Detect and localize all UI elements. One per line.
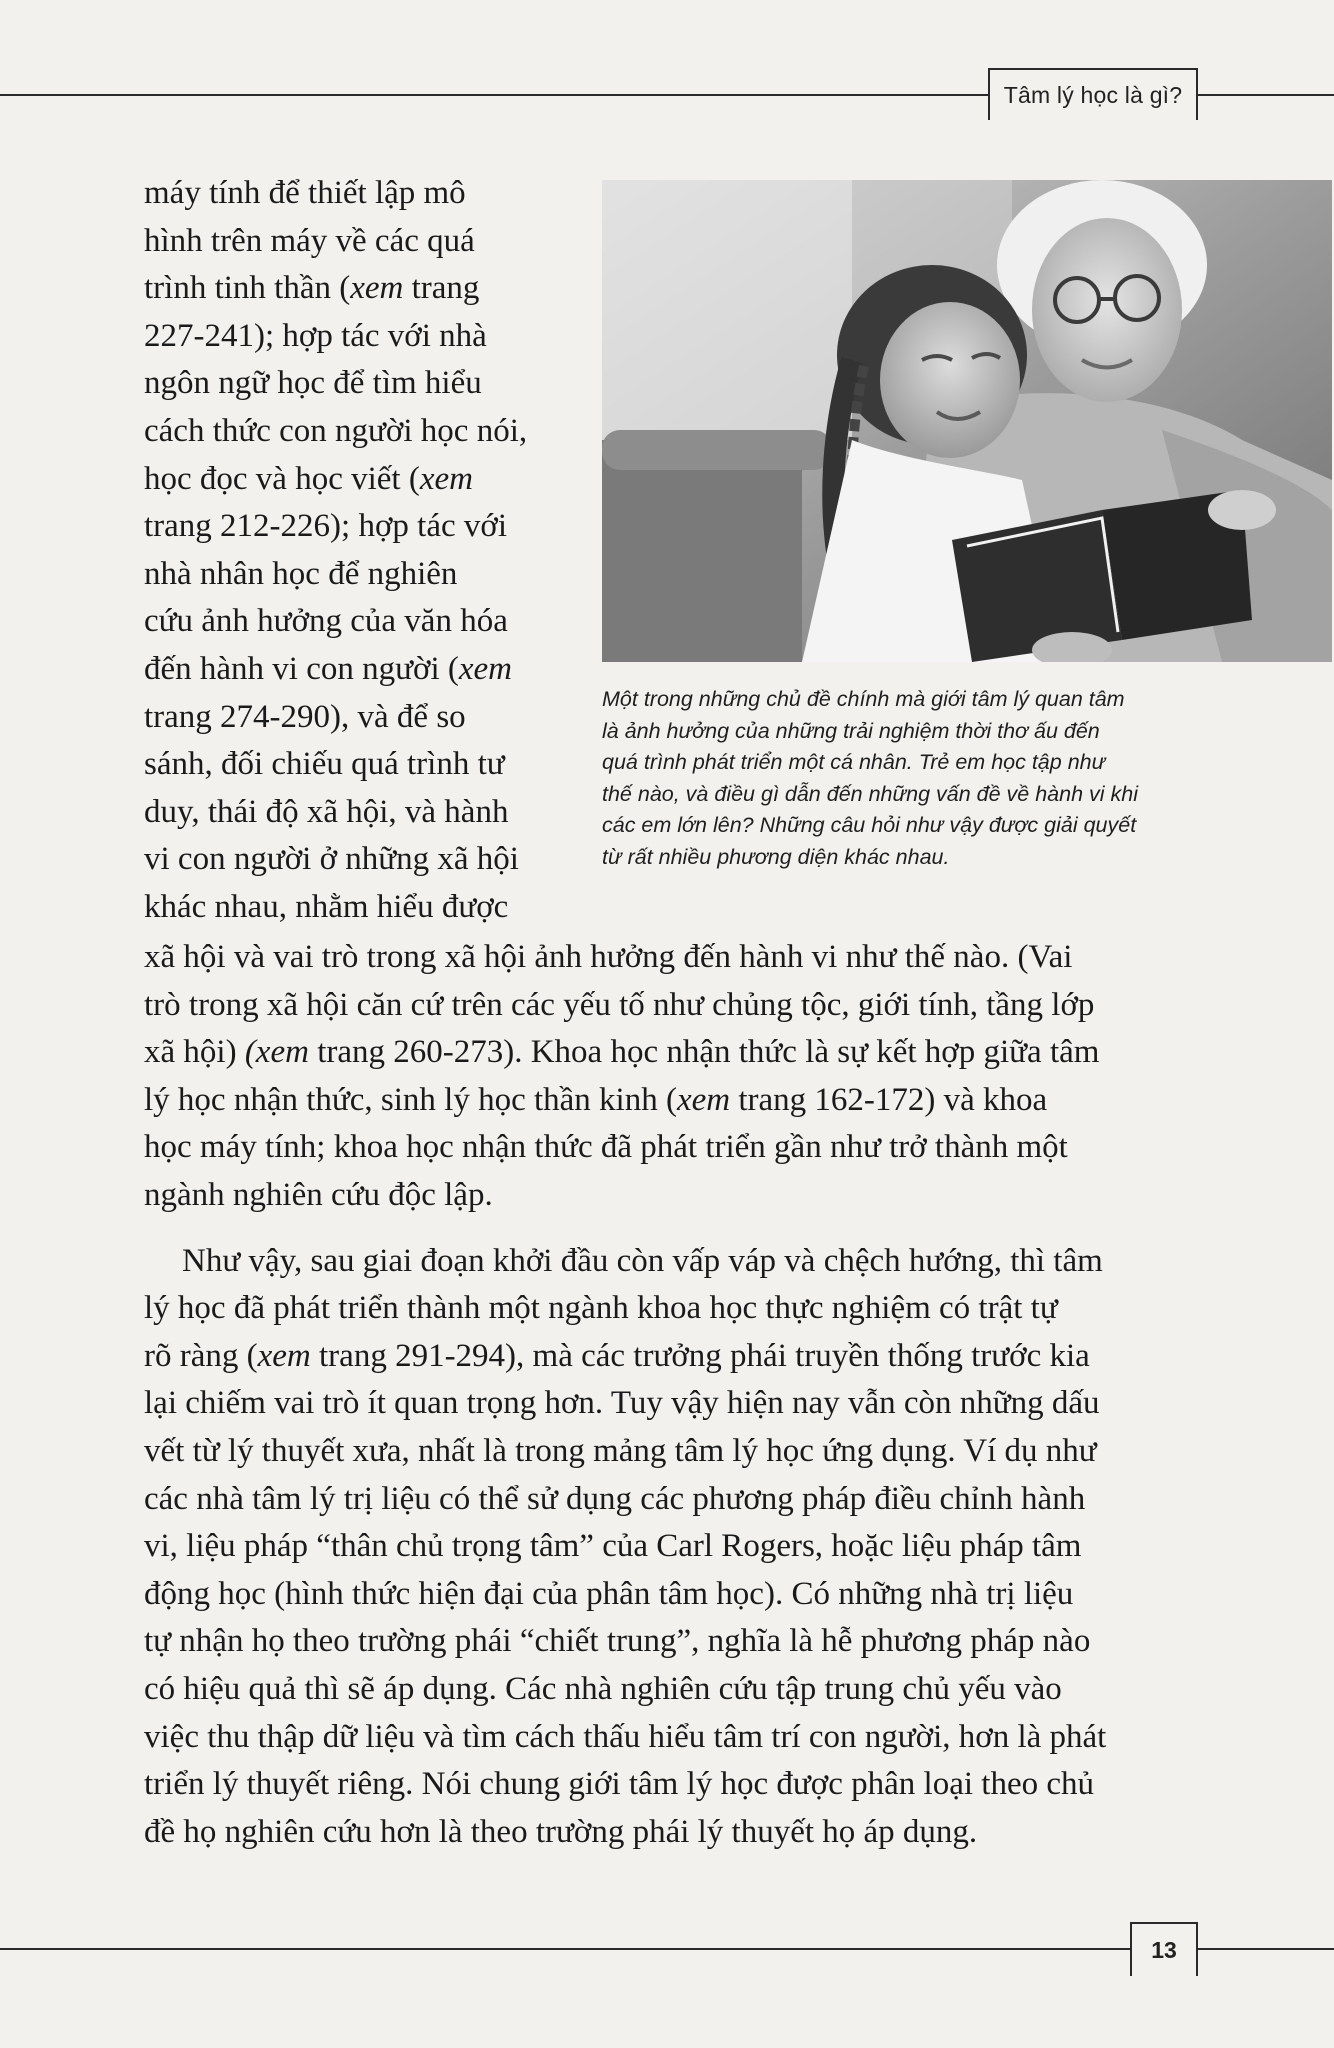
text-line: sánh, đối chiếu quá trình tư: [144, 746, 505, 783]
text-line: máy tính để thiết lập mô: [144, 175, 466, 211]
text-line: rõ ràng (xem trang 291-294), mà các trưởng phái truyền thống trước kia: [144, 1337, 1090, 1374]
photo-illustration: [602, 180, 1332, 662]
text-line: có hiệu quả thì sẽ áp dụng. Các nhà nghiên cứu tập trung chủ yếu vào: [144, 1670, 1062, 1707]
running-title: Tâm lý học là gì?: [988, 68, 1198, 120]
text-line: 227-241); hợp tác với nhà: [144, 317, 487, 354]
grandmother-child-reading-photo: [602, 180, 1332, 662]
text-line: trang 274-290), và để so: [144, 698, 466, 735]
text-line: đến hành vi con người (xem: [144, 650, 512, 687]
text-line: triển lý thuyết riêng. Nói chung giới tâm lý học được phân loại theo chủ: [144, 1766, 1094, 1803]
text-line: hình trên máy về các quá: [144, 222, 475, 259]
text-line: lý học đã phát triển thành một ngành khoa học thực nghiệm có trật tự: [144, 1290, 1058, 1327]
text-line: ngôn ngữ học để tìm hiểu: [144, 365, 482, 402]
text-line: xã hội và vai trò trong xã hội ảnh hưởng đến hành vi như thế nào. (Vai: [144, 939, 1073, 975]
text-line: trình tinh thần (xem trang: [144, 270, 480, 307]
caption-line: quá trình phát triển một cá nhân. Trẻ em học tập như: [602, 750, 1106, 774]
text-line: học đọc và học viết (xem: [144, 460, 473, 497]
paragraph-gap: [144, 1220, 1184, 1238]
text-line: ngành nghiên cứu độc lập.: [144, 1176, 493, 1213]
text-line: xã hội) (xem trang 260-273). Khoa học nhận thức là sự kết hợp giữa tâm: [144, 1034, 1100, 1071]
text-line: khác nhau, nhằm hiểu được: [144, 888, 509, 925]
body-text-full-width: [144, 934, 1184, 1856]
text-line: động học (hình thức hiện đại của phân tâm học). Có những nhà trị liệu: [144, 1575, 1074, 1612]
xem-italic: (xem: [244, 1034, 309, 1071]
text-line: nhà nhân học để nghiên: [144, 555, 458, 592]
text-line: duy, thái độ xã hội, và hành: [144, 793, 509, 830]
photo-caption: [602, 684, 1302, 873]
caption-line: Một trong những chủ đề chính mà giới tâm lý quan tâm: [602, 687, 1125, 711]
text-line: cách thức con người học nói,: [144, 412, 528, 449]
text-line: trò trong xã hội căn cứ trên các yếu tố như chủng tộc, giới tính, tầng lớp: [144, 986, 1095, 1023]
text-line: học máy tính; khoa học nhận thức đã phát triển gần như trở thành một: [144, 1129, 1068, 1166]
caption-line: các em lớn lên? Những câu hỏi như vậy được giải quyết: [602, 813, 1137, 837]
xem-italic: xem: [419, 460, 473, 497]
text-line: vết từ lý thuyết xưa, nhất là trong mảng tâm lý học ứng dụng. Ví dụ như: [144, 1432, 1097, 1469]
text-line: việc thu thập dữ liệu và tìm cách thấu hiểu tâm trí con người, hơn là phát: [144, 1718, 1107, 1755]
body-text-narrow-column: [144, 170, 574, 932]
text-line: trang 212-226); hợp tác với: [144, 508, 507, 545]
text-line: lý học nhận thức, sinh lý học thần kinh (xem trang 162-172) và khoa: [144, 1081, 1048, 1118]
xem-italic: xem: [676, 1081, 731, 1118]
caption-line: từ rất nhiều phương diện khác nhau.: [602, 844, 950, 869]
text-line: đề họ nghiên cứu hơn là theo trường phái lý thuyết họ áp dụng.: [144, 1813, 978, 1850]
text-line: tự nhận họ theo trường phái “chiết trung”, nghĩa là hễ phương pháp nào: [144, 1623, 1091, 1660]
text-line: cứu ảnh hưởng của văn hóa: [144, 603, 508, 640]
text-line: vi, liệu pháp “thân chủ trọng tâm” của Carl Rogers, hoặc liệu pháp tâm: [144, 1528, 1082, 1565]
xem-italic: xem: [458, 650, 512, 687]
text-line: lại chiếm vai trò ít quan trọng hơn. Tuy vậy hiện nay vẫn còn những dấu: [144, 1385, 1100, 1422]
text-line: Như vậy, sau giai đoạn khởi đầu còn vấp váp và chệch hướng, thì tâm: [182, 1242, 1103, 1279]
xem-italic: xem: [350, 270, 404, 307]
text-line: vi con người ở những xã hội: [144, 841, 519, 878]
caption-line: thế nào, và điều gì dẫn đến những vấn đề về hành vi khi: [602, 781, 1138, 806]
page-number: 13: [1130, 1922, 1198, 1976]
caption-line: là ảnh hưởng của những trải nghiệm thời thơ ấu đến: [602, 718, 1100, 743]
text-line: các nhà tâm lý trị liệu có thể sử dụng các phương pháp điều chỉnh hành: [144, 1480, 1086, 1517]
xem-italic: xem: [257, 1337, 311, 1374]
